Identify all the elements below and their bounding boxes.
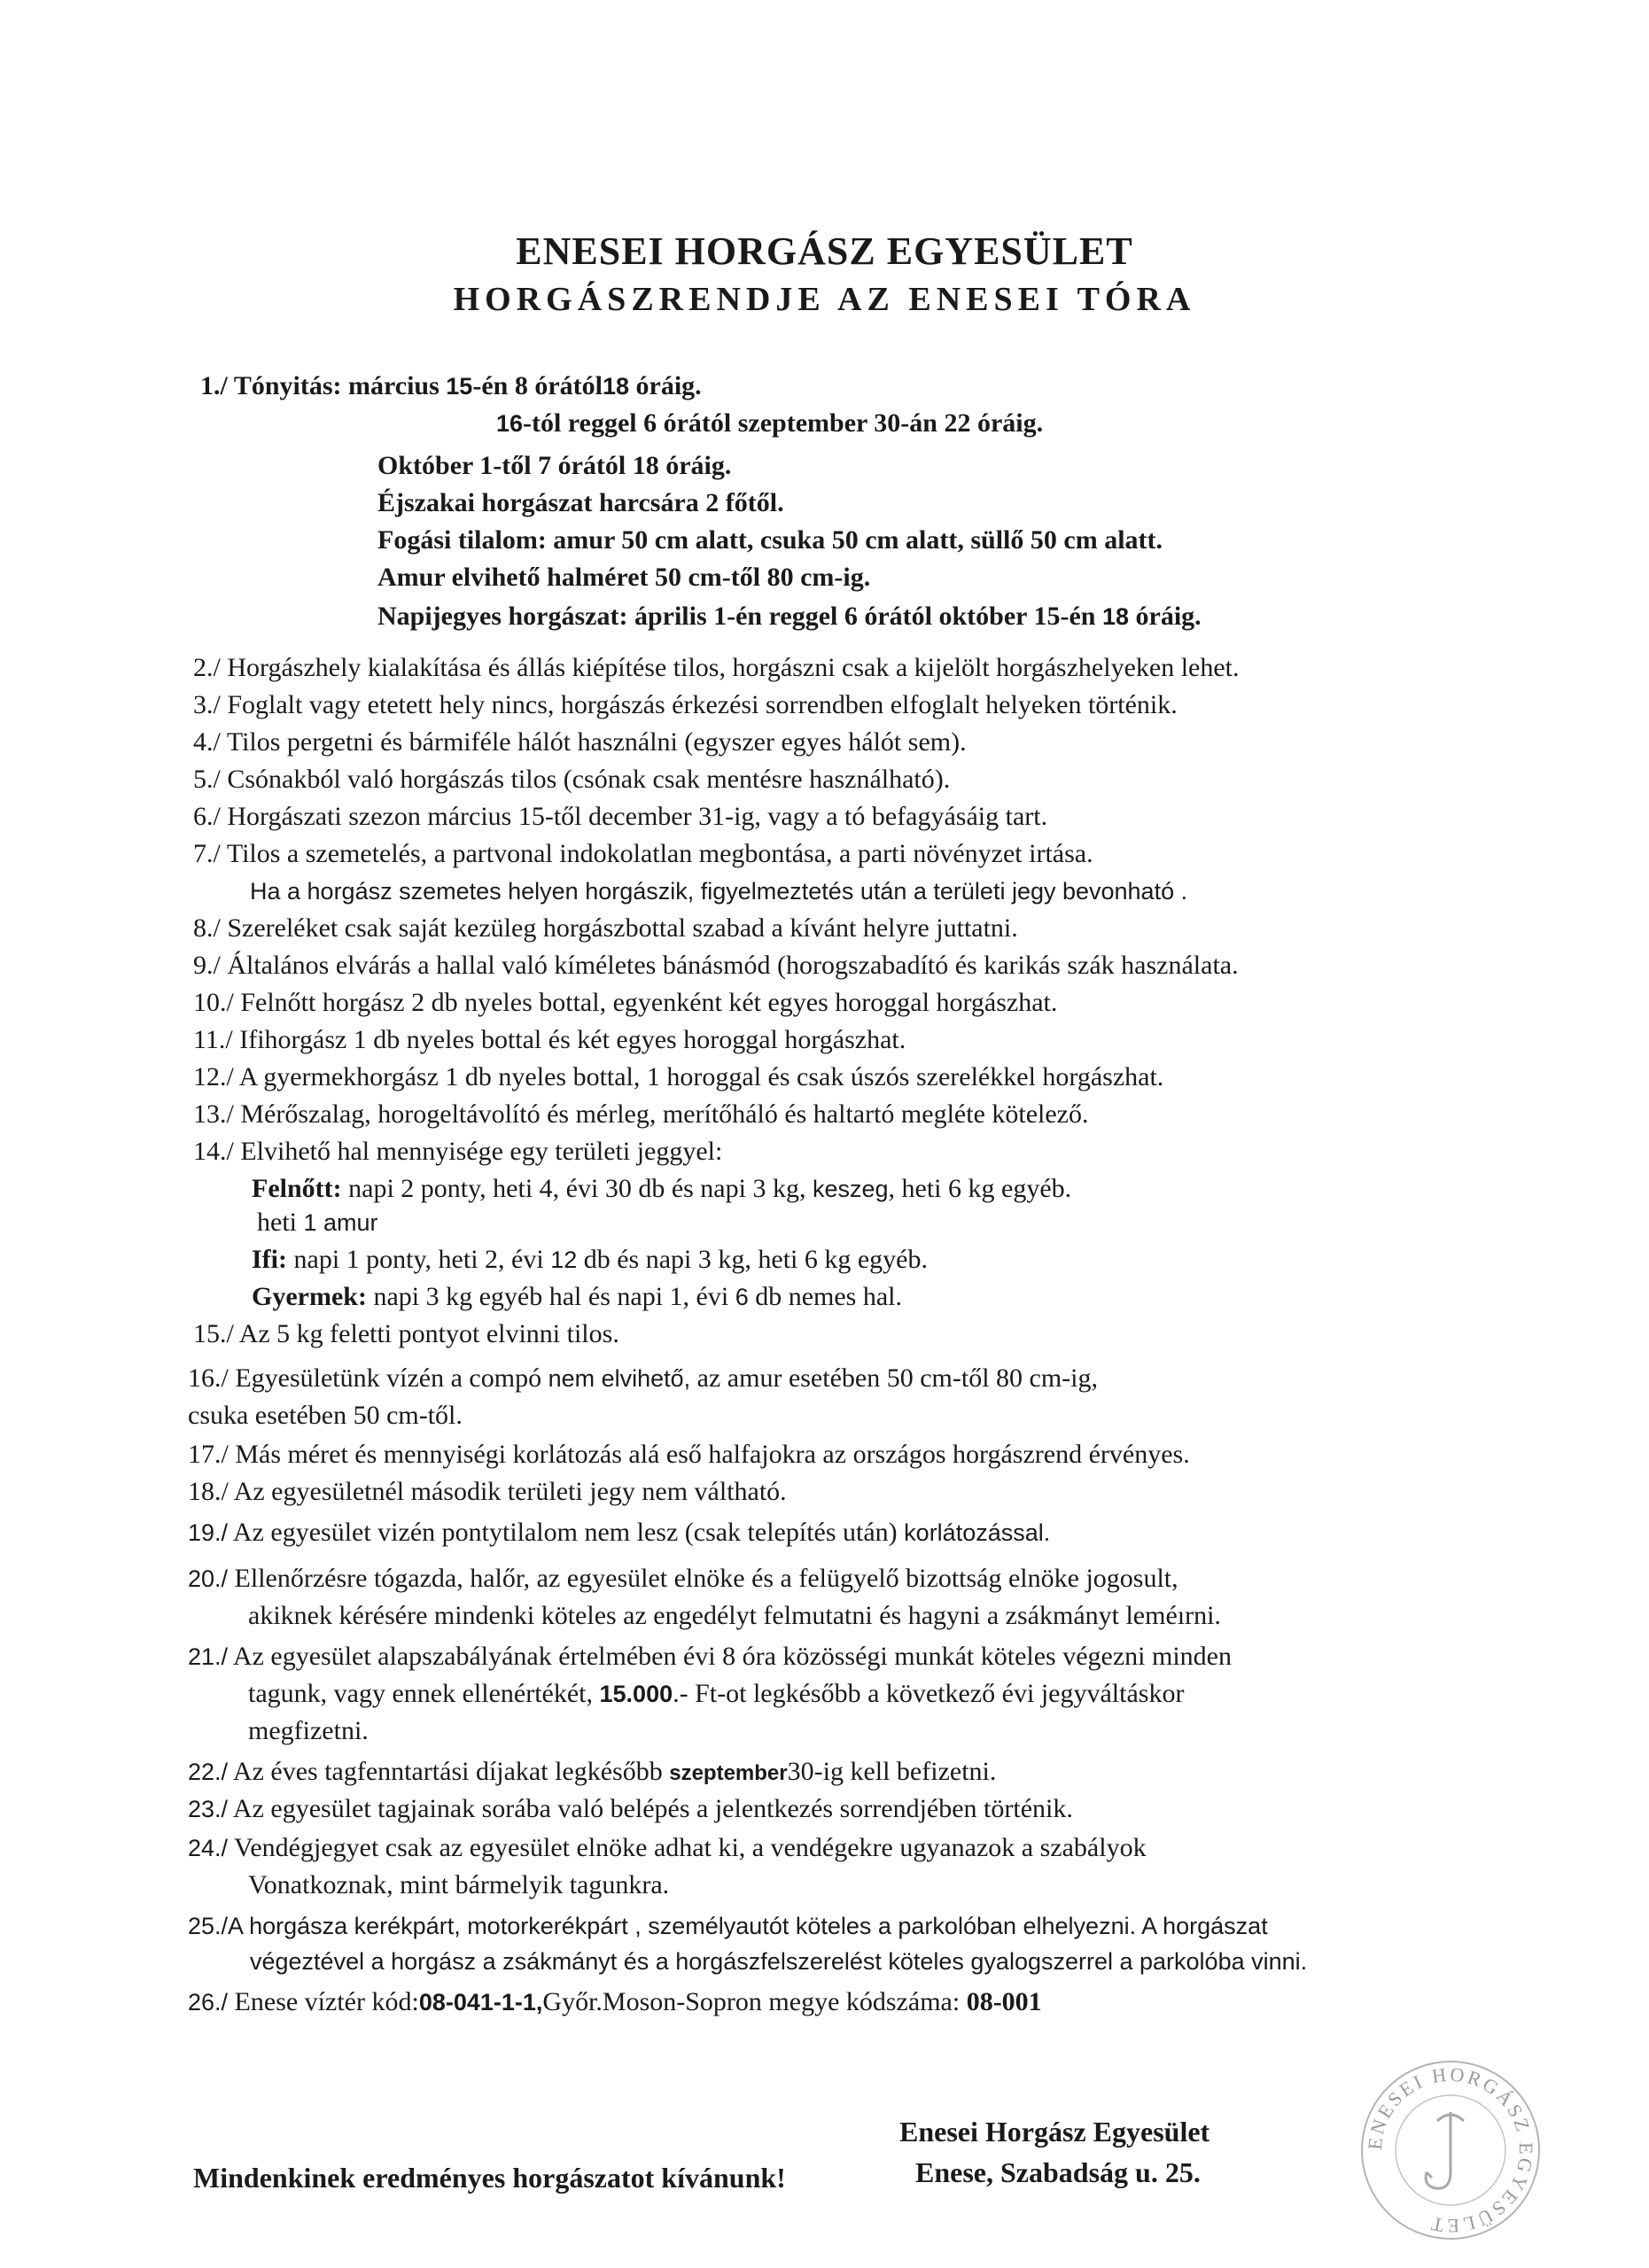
rule-14-heti: heti 1 amur <box>257 1208 378 1237</box>
rule-7-note: Ha a horgász szemetes helyen horgászik, figyelmeztetés után a területi jegy bevonható . <box>250 878 1188 905</box>
document-subtitle: HORGÁSZRENDJE AZ ENESEI TÓRA <box>453 281 1196 318</box>
rule-7: 7./ Tilos a szemetelés, a partvonal indokolatlan megbontása, a parti növényzet irtása. <box>193 839 1093 868</box>
rule-13: 13./ Mérőszalag, horogeltávolító és mérleg, merítőháló és haltartó megléte kötelező. <box>193 1099 1089 1129</box>
rule-1-line-2: 16-tól reggel 6 órától szeptember 30-án 22 óráig. <box>496 408 1044 438</box>
rule-14-felnott: Felnőtt: napi 2 ponty, heti 4, évi 30 db és napi 3 kg, keszeg, heti 6 kg egyéb. <box>252 1174 1072 1203</box>
rule-5: 5./ Csónakból való horgászás tilos (csónak csak mentésre használható). <box>193 765 951 794</box>
rule-8: 8./ Szereléket csak saját kezüleg horgászbottal szabad a kívánt helyre juttatni. <box>193 913 1018 943</box>
document-title: ENESEI HORGÁSZ EGYESÜLET <box>516 229 1133 273</box>
rule-6: 6./ Horgászati szezon március 15-től december 31-ig, vagy a tó befagyásáig tart. <box>193 802 1048 831</box>
footer-wish: Mindenkinek eredményes horgászatot kívánunk! <box>193 2162 786 2194</box>
rule-9: 9./ Általános elvárás a hallal való kíméletes bánásmód (horogszabadító és karikás szák használata. <box>193 951 1239 980</box>
footer-organization: Enesei Horgász Egyesület <box>899 2116 1210 2148</box>
rule-3: 3./ Foglalt vagy etetett hely nincs, horgászás érkezési sorrendben elfoglalt helyeken történik. <box>193 690 1178 719</box>
rule-25-cont: végeztével a horgász a zsákmányt és a horgászfelszerelést köteles gyalogszerrel a parkolóba vinni. <box>250 1948 1308 1975</box>
rule-25: 25./A horgásza kerékpárt, motorkerékpárt , személyautót köteles a parkolóban elhelyezni. A horgászat <box>188 1913 1268 1939</box>
rule-1-line-6: Amur elvihető halméret 50 cm-től 80 cm-ig. <box>377 563 871 592</box>
rule-16-cont: csuka esetében 50 cm-től. <box>188 1401 463 1430</box>
rule-22: 22./ Az éves tagfenntartási díjakat legkésőbb szeptember30-ig kell befizetni. <box>188 1757 997 1786</box>
footer-address: Enese, Szabadság u. 25. <box>915 2156 1201 2188</box>
rule-20-cont: akiknek kérésére mindenki köteles az engedélyt felmutatni és hagyni a zsákmányt leméırni. <box>248 1601 1221 1630</box>
rule-11: 11./ Ifihorgász 1 db nyeles bottal és két egyes horoggal horgászhat. <box>193 1025 906 1054</box>
rule-21-cont-2: megfizetni. <box>248 1716 369 1745</box>
rule-1-line-5: Fogási tilalom: amur 50 cm alatt, csuka 50 cm alatt, süllő 50 cm alatt. <box>377 525 1163 555</box>
rule-14-gyermek: Gyermek: napi 3 kg egyéb hal és napi 1, évi 6 db nemes hal. <box>252 1282 903 1311</box>
rule-4: 4./ Tilos pergetni és bármiféle hálót használni (egyszer egyes hálót sem). <box>193 727 967 757</box>
rule-21: 21./ Az egyesület alapszabályának értelmében évi 8 óra közösségi munkát köteles végezni minden <box>188 1642 1232 1671</box>
rule-16: 16./ Egyesületünk vízén a compó nem elvihető, az amur esetében 50 cm-től 80 cm-ig, <box>188 1363 1099 1393</box>
rule-1-line-4: Éjszakai horgászat harcsára 2 főtől. <box>377 488 784 517</box>
rule-1-line-3: Október 1-től 7 órától 18 óráig. <box>377 451 732 480</box>
rule-1-line-1: 1./ Tónyitás: március 15-én 8 órától18 óráig. <box>200 371 702 400</box>
rule-24-cont: Vonatkoznak, mint bármelyik tagunkra. <box>248 1870 670 1899</box>
rule-2: 2./ Horgászhely kialakítása és állás kiépítése tilos, horgászni csak a kijelölt horgászhelyeken lehet. <box>193 653 1240 682</box>
rule-19: 19./ Az egyesület vizén pontytilalom nem lesz (csak telepítés után) korlátozással. <box>188 1518 1051 1547</box>
association-stamp <box>1357 2057 1544 2243</box>
rule-14: 14./ Elvihető hal mennyisége egy területi jeggyel: <box>193 1137 723 1166</box>
fishing-hook-icon <box>1426 2112 1464 2188</box>
rule-23: 23./ Az egyesület tagjainak sorába való belépés a jelentkezés sorrendjében történik. <box>188 1794 1073 1823</box>
rule-10: 10./ Felnőtt horgász 2 db nyeles bottal, egyenként két egyes horoggal horgászhat. <box>193 988 1058 1017</box>
rule-12: 12./ A gyermekhorgász 1 db nyeles bottal, 1 horoggal és csak úszós szerelékkel horgászhat. <box>193 1062 1164 1091</box>
rule-15: 15./ Az 5 kg feletti pontyot elvinni tilos. <box>193 1319 619 1348</box>
rule-20: 20./ Ellenőrzésre tógazda, halőr, az egyesület elnöke és a felügyelő bizottság elnöke jogosult, <box>188 1564 1178 1593</box>
rule-21-cont: tagunk, vagy ennek ellenértékét, 15.000.- Ft-ot legkésőbb a következő évi jegyváltáskor <box>248 1679 1185 1708</box>
rule-24: 24./ Vendégjegyet csak az egyesület elnöke adhat ki, a vendégekre ugyanazok a szabályok <box>188 1833 1147 1862</box>
rule-26: 26./ Enese víztér kód:08-041-1-1,Győr.Moson-Sopron megye kódszáma: 08-001 <box>188 1987 1042 2016</box>
rule-18: 18./ Az egyesületnél második területi jegy nem váltható. <box>188 1477 787 1506</box>
rule-1-line-7: Napijegyes horgászat: április 1-én reggel 6 órától október 15-én 18 óráig. <box>377 602 1202 631</box>
stamp-text: ENESEI HORGÁSZ EGYESÜLET <box>1363 2062 1538 2238</box>
rule-17: 17./ Más méret és mennyiségi korlátozás alá eső halfajokra az országos horgászrend érvényes. <box>188 1440 1190 1469</box>
rule-14-ifi: Ifi: napi 1 ponty, heti 2, évi 12 db és napi 3 kg, heti 6 kg egyéb. <box>252 1245 928 1274</box>
